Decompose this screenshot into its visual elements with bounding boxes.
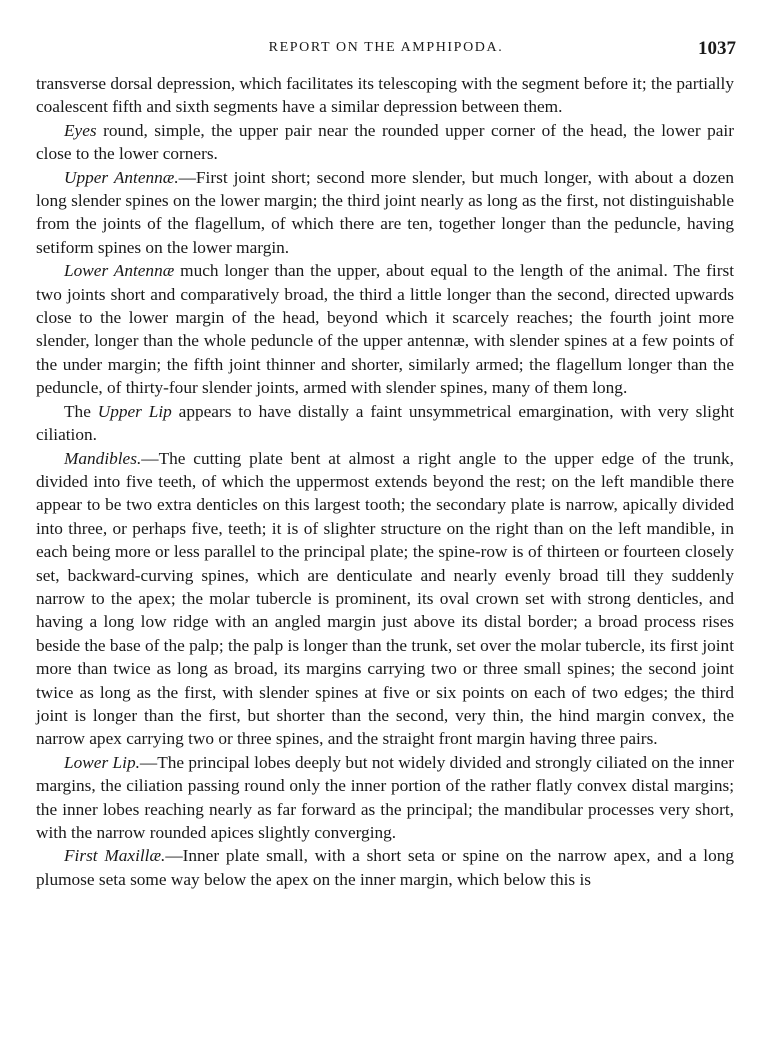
paragraph-text: —The cutting plate bent at almost a right angle to the upper edge of the trunk, divided into five teeth, of which the uppermost extends beyond the rest; on the left mandible there appear to be two extra denticles on this largest tooth; the secondary plate is narrow, apically divided into three, or perhaps five, teeth; it is of slighter structure on the right than on the left mandible, in each being more or less parallel to the principal plate; the spine-row is of thirteen or fourteen closely set, backward-curving spines, which are denticulate and nearly evenly broad till they suddenly narrow to the apex; the molar tubercle is prominent, its oval crown set with strong denticles, and having a long low ridge with an angled margin just above its distal border; a broad process rises beside the base of the palp; the palp is longer than the trunk, set over the molar tubercle, its first joint more than twice as long as broad, its margins carrying two or three small spines; the second joint twice as long as the first, with slender spines at five or six points on each of two edges; the third joint is longer than the first, but shorter than the second, very thin, the hind margin convex, the narrow apex carrying two or three spines, and the straight front margin having three pairs. — [36, 448, 734, 749]
paragraph-lead: Mandibles. — [64, 448, 142, 468]
body-text — [36, 72, 734, 891]
paragraph-lead: Upper Antennæ. — [64, 167, 179, 187]
paragraph-first-maxillae — [36, 844, 734, 891]
paragraph-lead: First Maxillæ. — [64, 846, 166, 866]
paragraph-lead: Lower Lip. — [64, 752, 140, 772]
paragraph-lead: Eyes — [64, 120, 97, 140]
paragraph-text: much longer than the upper, about equal to the length of the animal. The first two joints short and comparatively broad, the third a little longer than the second, directed upwards close to the lower margin of the head, beyond which it scarcely reaches; the fourth joint more slender, longer than the whole peduncle of the upper antennæ, with slender spines at a few points of the under margin; the fifth joint thinner and shorter, similarly armed; the flagellum longer than the peduncle, of thirty-four slender joints, armed with slender spines, many of them long. — [36, 261, 734, 398]
paragraph-text: appears to have distally a faint unsymmetrical emargination, with very slight ciliation. — [36, 401, 735, 445]
paragraph-mandibles — [36, 447, 734, 751]
paragraph-lower-antennae — [36, 259, 734, 399]
paragraph-upper-antennae — [36, 166, 734, 260]
paragraph-eyes — [36, 119, 734, 166]
paragraph-text: —Inner plate small, with a short seta or spine on the narrow apex, and a long plumose seta some way below the apex on the inner margin, which below this is — [36, 846, 734, 889]
running-title: REPORT ON THE AMPHIPODA. — [268, 40, 504, 55]
paragraph-continuation — [36, 72, 734, 119]
page-number: 1037 — [698, 38, 736, 59]
paragraph-lead: Lower Antennæ — [64, 261, 175, 281]
paragraph-text: round, simple, the upper pair near the rounded upper corner of the head, the lower pair close to the lower corners. — [36, 120, 734, 164]
paragraph-text: transverse dorsal depression, which facilitates its telescoping with the segment before it; the partially coalescent fifth and sixth segments have a similar depression between them. — [36, 74, 734, 117]
paragraph-lower-lip — [36, 751, 734, 845]
paragraph-upper-lip — [36, 400, 734, 447]
paragraph-text: The — [64, 401, 98, 421]
paragraph-text: —The principal lobes deeply but not widely divided and strongly ciliated on the inner margins, the ciliation passing round only the inner portion of the rather flatly convex distal margins; the inner lobes reaching nearly as far forward as the principal; the mandibular processes very short, with the narrow rounded apices slightly converging. — [36, 752, 734, 842]
running-head — [36, 38, 736, 60]
paragraph-text: —First joint short; second more slender, but much longer, with about a dozen long slender spines on the lower margin; the third joint nearly as long as the first, not distinguishable from the joints of the flagellum, of which there are ten, together longer than the peduncle, having setiform spines on the lower margin. — [36, 167, 734, 257]
paragraph-lead: Upper Lip — [97, 401, 172, 421]
